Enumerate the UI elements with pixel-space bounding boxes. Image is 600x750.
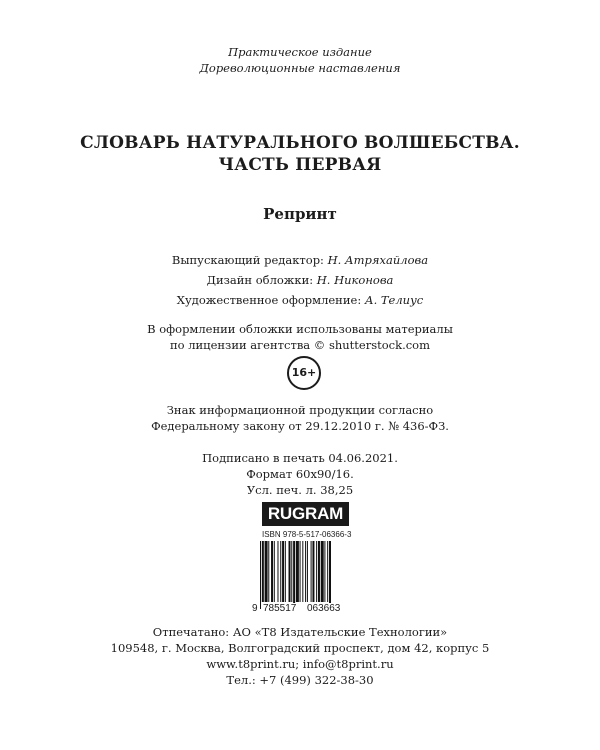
printer-name: Отпечатано: АО «Т8 Издательские Технологии» [152, 625, 448, 639]
license-line-2: по лицензии агентства © shutterstock.com [169, 338, 431, 352]
barcode-digits-right: 063663 [307, 603, 341, 614]
print-format: Формат 60x90/16. [246, 467, 354, 481]
print-info [0, 450, 600, 498]
printer-info [0, 624, 600, 688]
credit-editor-role: Выпускающий редактор: [171, 253, 324, 267]
book-title-line-1: СЛОВАРЬ НАТУРАЛЬНОГО ВОЛШЕБСТВА. [80, 133, 520, 153]
print-sheets: Усл. печ. л. 38,25 [246, 483, 354, 497]
license-note [0, 321, 600, 353]
credit-cover-design-role: Дизайн обложки: [206, 273, 314, 287]
barcode-digit-first: 9 [252, 603, 258, 614]
series-block [0, 44, 600, 76]
printer-phone: Тел.: +7 (499) 322-38-30 [226, 673, 374, 687]
credit-cover-design-name: Н. Никонова [316, 273, 394, 287]
book-title-line-2: ЧАСТЬ ПЕРВАЯ [218, 155, 382, 175]
legal-line-2: Федеральному закону от 29.12.2010 г. № 436-ФЗ. [151, 419, 449, 433]
series-name: Дореволюционные наставления [199, 61, 401, 75]
credit-cover-design [0, 270, 600, 290]
rugram-logo: RUGRAM [262, 502, 349, 526]
barcode-digits-left: 785517 [263, 603, 297, 614]
book-title [0, 132, 600, 176]
edition-label: Репринт [263, 205, 337, 223]
printer-web: www.t8print.ru; info@t8print.ru [206, 657, 394, 671]
age-rating-badge: 16+ [287, 356, 321, 390]
legal-note [0, 402, 600, 434]
legal-line-1: Знак информационной продукции согласно [166, 403, 434, 417]
credit-art-name: А. Телиус [364, 293, 424, 307]
credit-art [0, 290, 600, 310]
print-signed-date: Подписано в печать 04.06.2021. [202, 451, 398, 465]
license-line-1: В оформлении обложки использованы материалы [147, 322, 453, 336]
barcode-icon [258, 541, 354, 611]
credit-editor-name: Н. Атряхайлова [327, 253, 429, 267]
credits-block [0, 250, 600, 310]
credit-editor [0, 250, 600, 270]
series-type: Практическое издание [228, 45, 372, 59]
isbn-number: ISBN 978-5-517-06366-3 [262, 530, 352, 539]
printer-address: 109548, г. Москва, Волгоградский проспект, дом 42, корпус 5 [110, 641, 490, 655]
credit-art-role: Художественное оформление: [176, 293, 362, 307]
